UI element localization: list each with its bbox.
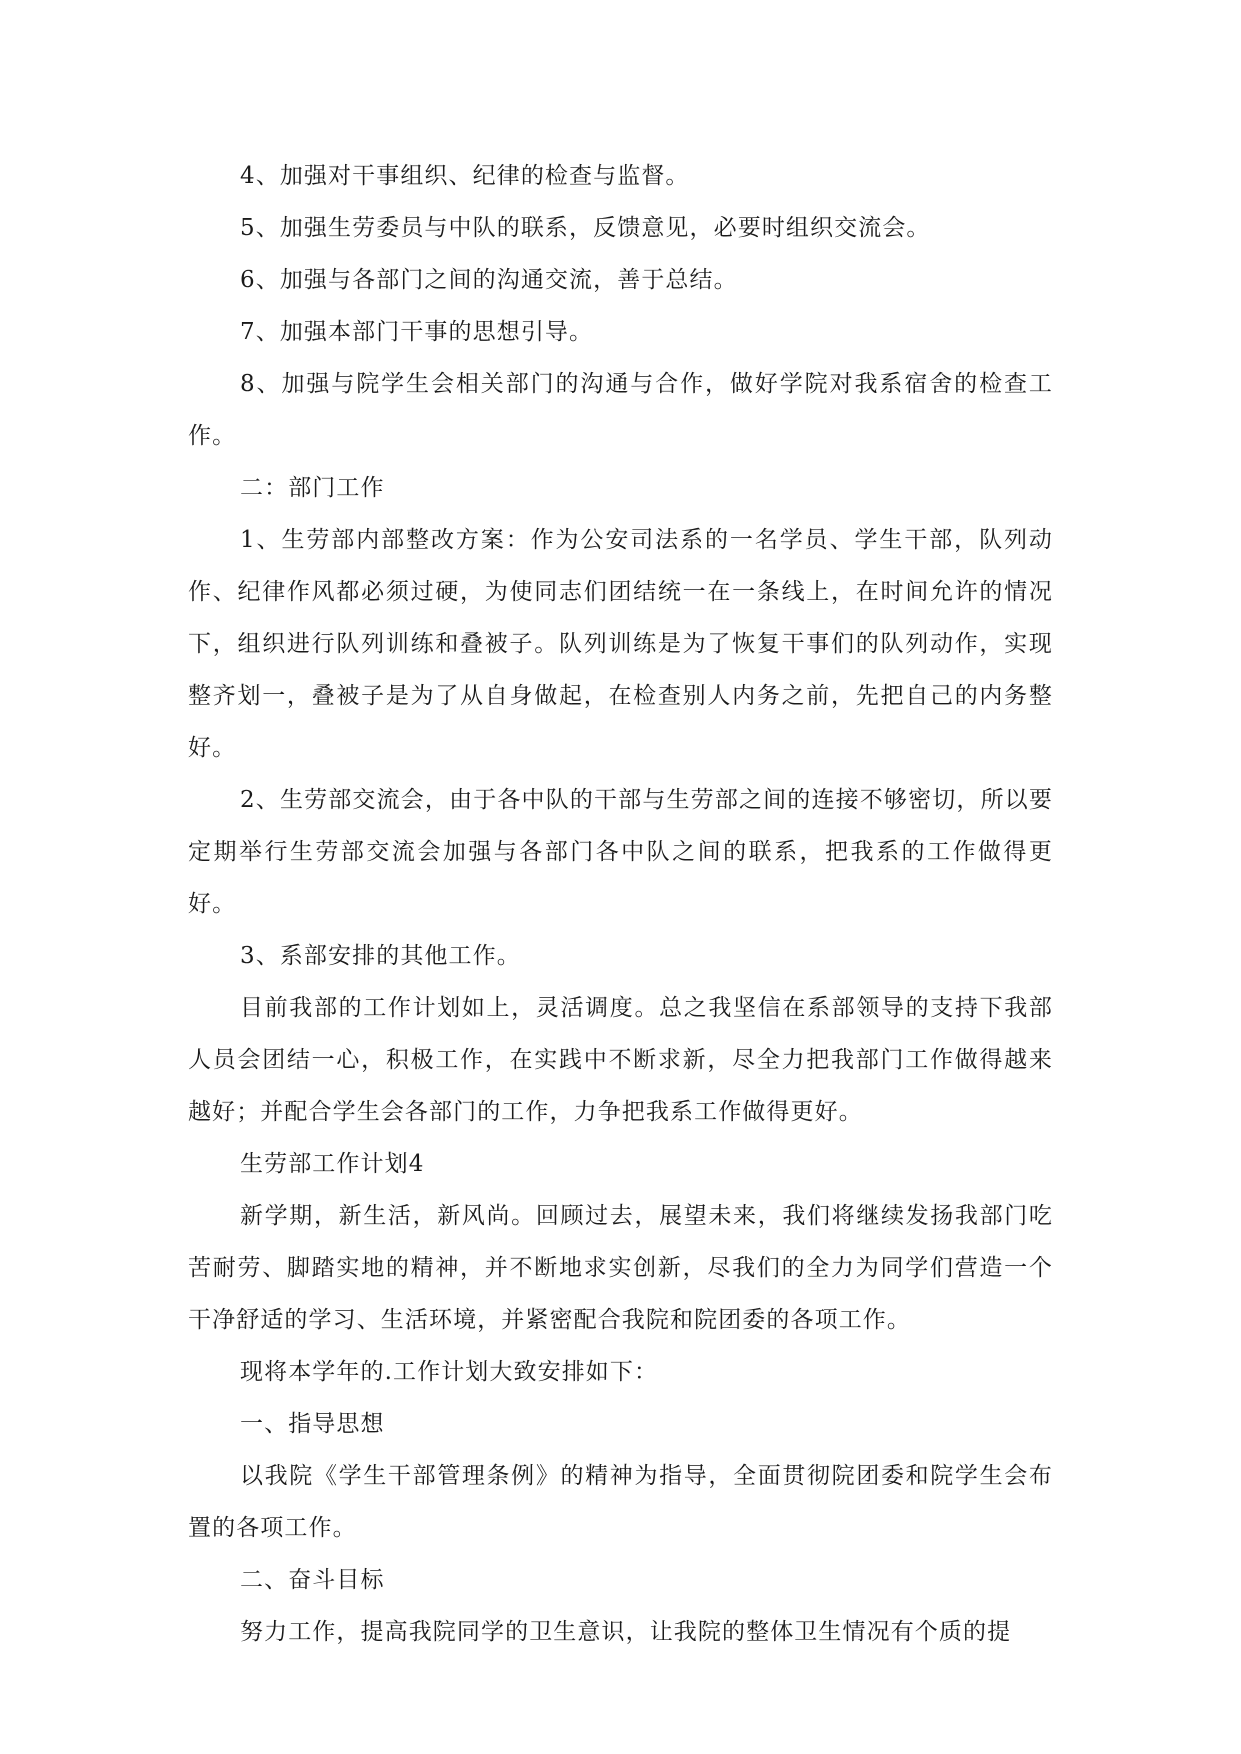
paragraph: 4、加强对干事组织、纪律的检查与监督。: [240, 163, 690, 189]
paragraph: 以我院《学生干部管理条例》的精神为指导，全面贯彻院团委和院学生会布置的各项工作。: [188, 1463, 1053, 1541]
section-heading: 二、奋斗目标: [240, 1567, 385, 1593]
paragraph: 2、生劳部交流会，由于各中队的干部与生劳部之间的连接不够密切，所以要定期举行生劳部交流会加强与各部门各中队之间的联系，把我系的工作做得更好。: [188, 787, 1053, 917]
paragraph: 努力工作，提高我院同学的卫生意识，让我院的整体卫生情况有个质的提: [240, 1619, 1012, 1645]
document-body: [188, 150, 1053, 1658]
paragraph: 7、加强本部门干事的思想引导。: [240, 319, 594, 345]
paragraph: 现将本学年的.工作计划大致安排如下：: [240, 1359, 659, 1385]
paragraph: 目前我部的工作计划如上，灵活调度。总之我坚信在系部领导的支持下我部人员会团结一心，积极工作，在实践中不断求新，尽全力把我部门工作做得越来越好；并配合学生会各部门的工作，力争把我系工作做得更好。: [188, 995, 1053, 1125]
paragraph: 5、加强生劳委员与中队的联系，反馈意见，必要时组织交流会。: [240, 215, 931, 241]
paragraph: 1、生劳部内部整改方案：作为公安司法系的一名学员、学生干部，队列动作、纪律作风都必须过硬，为使同志们团结统一在一条线上，在时间允许的情况下，组织进行队列训练和叠被子。队列训练是为了恢复干事们的队列动作，实现整齐划一，叠被子是为了从自身做起，在检查别人内务之前，先把自己的内务整好。: [188, 527, 1053, 761]
paragraph: 6、加强与各部门之间的沟通交流，善于总结。: [240, 267, 738, 293]
paragraph: 3、系部安排的其他工作。: [240, 943, 521, 969]
paragraph: 8、加强与院学生会相关部门的沟通与合作，做好学院对我系宿舍的检查工作。: [188, 371, 1053, 449]
paragraph: 新学期，新生活，新风尚。回顾过去，展望未来，我们将继续发扬我部门吃苦耐劳、脚踏实地的精神，并不断地求实创新，尽我们的全力为同学们营造一个干净舒适的学习、生活环境，并紧密配合我院和院团委的各项工作。: [188, 1203, 1053, 1333]
section-heading: 生劳部工作计划4: [240, 1151, 425, 1177]
section-heading: 一、指导思想: [240, 1411, 385, 1437]
section-heading: 二：部门工作: [240, 475, 385, 501]
